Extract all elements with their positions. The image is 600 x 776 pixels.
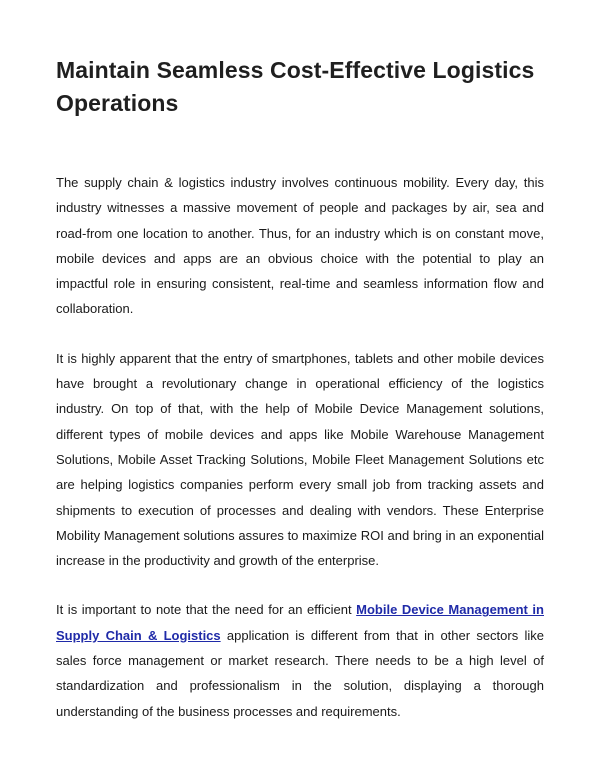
mdm-supply-chain-link[interactable]: Mobile Device Management in Supply Chain & Logistics: [56, 602, 544, 643]
paragraph-text-after-link: application is different from that in other sectors like sales force management or market research. There needs to be a high level of standardization and professionalism in the solution, displaying a thorough understanding of the business processes and requirements.: [56, 627, 544, 719]
paragraph-intro: The supply chain & logistics industry involves continuous mobility. Every day, this industry witnesses a massive movement of people and packages by air, sea and road-from one location to another. Thus, for an industry which is on constant move, mobile devices and apps are an obvious choice with the potential to play an impactful role in ensuring consistent, real-time and seamless information flow and collaboration.: [56, 175, 544, 317]
paragraph-mdm-importance: [56, 597, 544, 723]
paragraph-mobile-devices: It is highly apparent that the entry of smartphones, tablets and other mobile devices have brought a revolutionary change in operational efficiency of the logistics industry. On top of that, with the help of Mobile Device Management solutions, different types of mobile devices and apps like Mobile Warehouse Management Solutions, Mobile Asset Tracking Solutions, Mobile Fleet Management Solutions etc are helping logistics companies perform every small job from tracking assets and shipments to execution of processes and dealing with vendors. These Enterprise Mobility Management solutions assures to maximize ROI and bring in an exponential increase in the productivity and growth of the enterprise.: [56, 350, 544, 569]
paragraph-text-before-link: It is important to note that the need for an efficient: [56, 602, 357, 618]
document-title: Maintain Seamless Cost-Effective Logistics Operations: [56, 57, 535, 116]
